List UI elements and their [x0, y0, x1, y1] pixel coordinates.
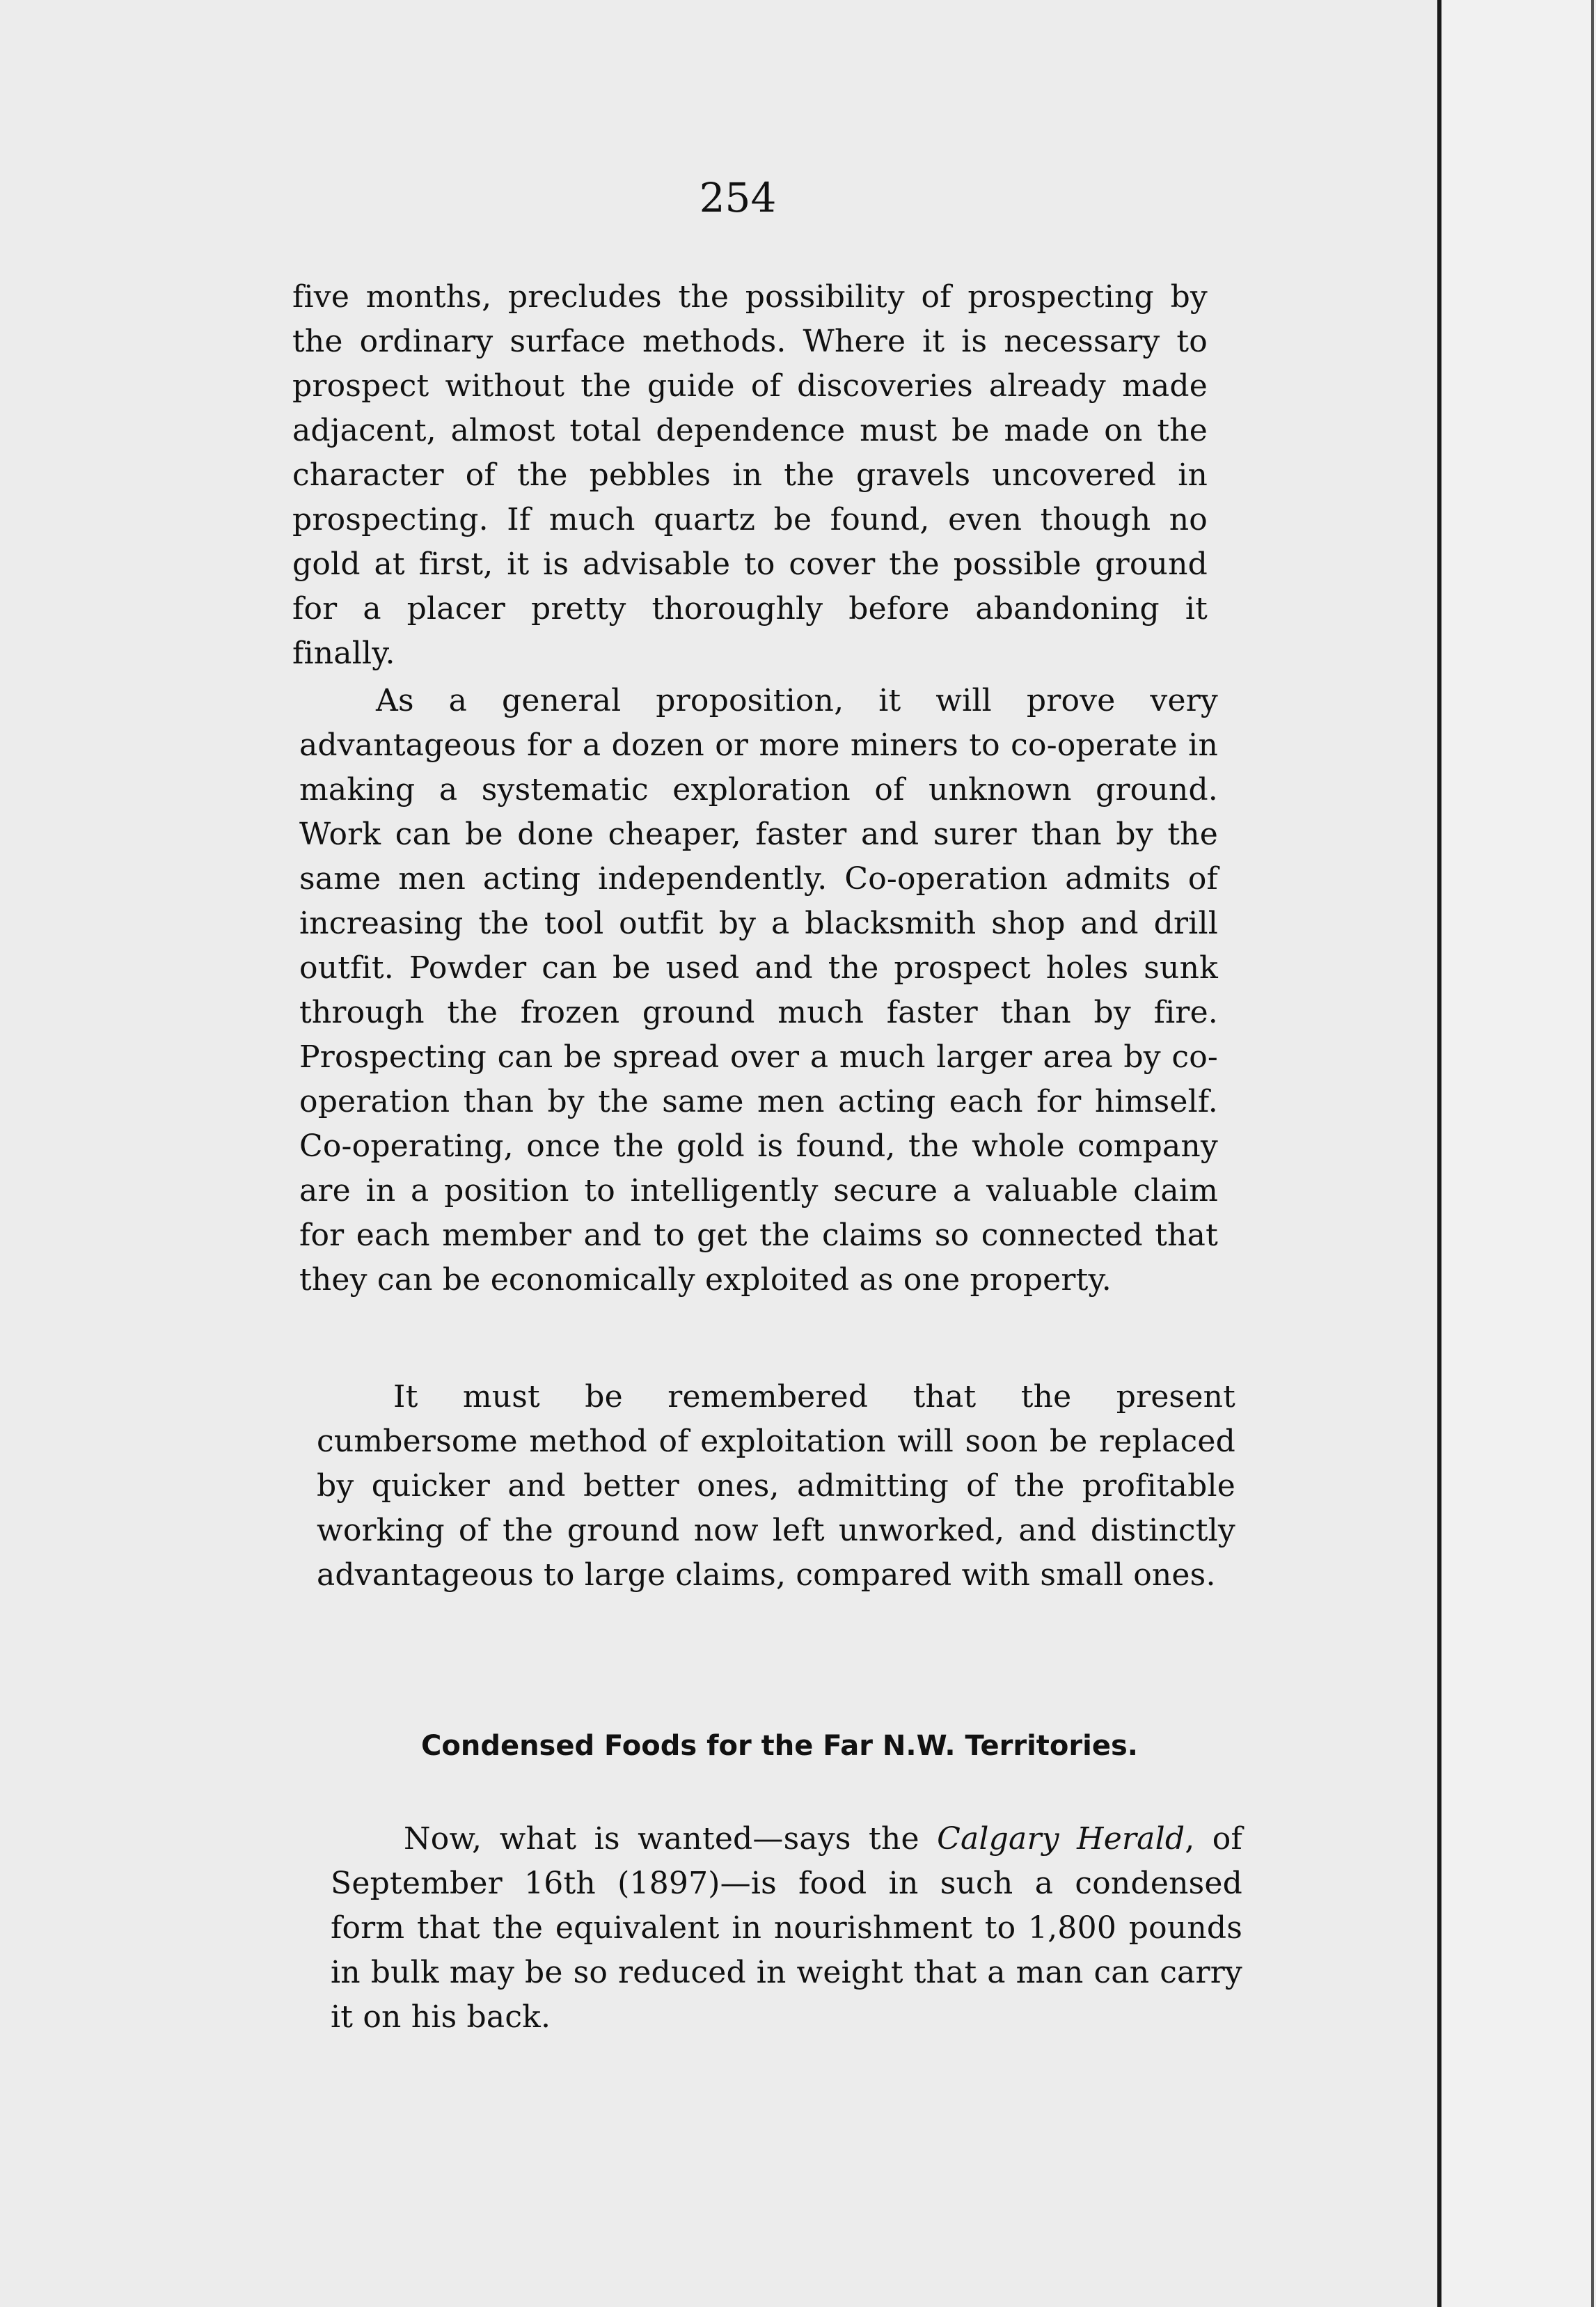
newspaper-title: Calgary Herald — [937, 1821, 1185, 1857]
paragraph-prospecting-methods: five months, precludes the possibility of prospecting by the ordinary surface methods. Where it is necessary to prospect without the guide of discoveries already made adjacent, almost total dependence must be made on the character of the pebbles in the gravels uncovered in prospecting. If much quartz be found, even though no gold at first, it is advisable to cover the possible ground for a placer pretty thoroughly before abandoning it finally. — [292, 279, 1208, 671]
paragraph-condensed-foods — [331, 1817, 1242, 2040]
page-number: 254 — [699, 174, 777, 221]
section-heading: Condensed Foods for the Far N.W. Territories. — [421, 1730, 1138, 1762]
next-page-edge — [1591, 0, 1594, 2307]
next-page-strip — [1441, 0, 1596, 2307]
paragraph-co-operation: As a general proposition, it will prove very advantageous for a dozen or more miners to co-operate in making a systematic exploration of unknown ground. Work can be done cheaper, faster and surer than by the same men acting independently. Co-operation admits of increasing the tool outfit by a blacksmith shop and drill outfit. Powder can be used and the prospect holes sunk through the frozen ground much faster than by fire. Prospecting can be spread over a much larger area by co-operation than by the same men acting each for himself. Co-operating, once the gold is found, the whole company are in a position to intelligently secure a valuable claim for each member and to get the claims so connected that they can be economically exploited as one property. — [299, 683, 1218, 1298]
quote-body-text: , of September 16th (1897)—is food in such a condensed form that the equivalent in nourishment to 1,800 pounds in bulk may be so reduced in weight that a man can carry it on his back. — [331, 1821, 1242, 2035]
paragraph-exploitation-methods: It must be remembered that the present cumbersome method of exploitation will soon be replaced by quicker and better ones, admitting of the profitable working of the ground now left unworked, and distinctly advantageous to large claims, compared with small ones. — [317, 1379, 1235, 1593]
quote-intro-text: Now, what is wanted—says the — [404, 1821, 938, 1857]
